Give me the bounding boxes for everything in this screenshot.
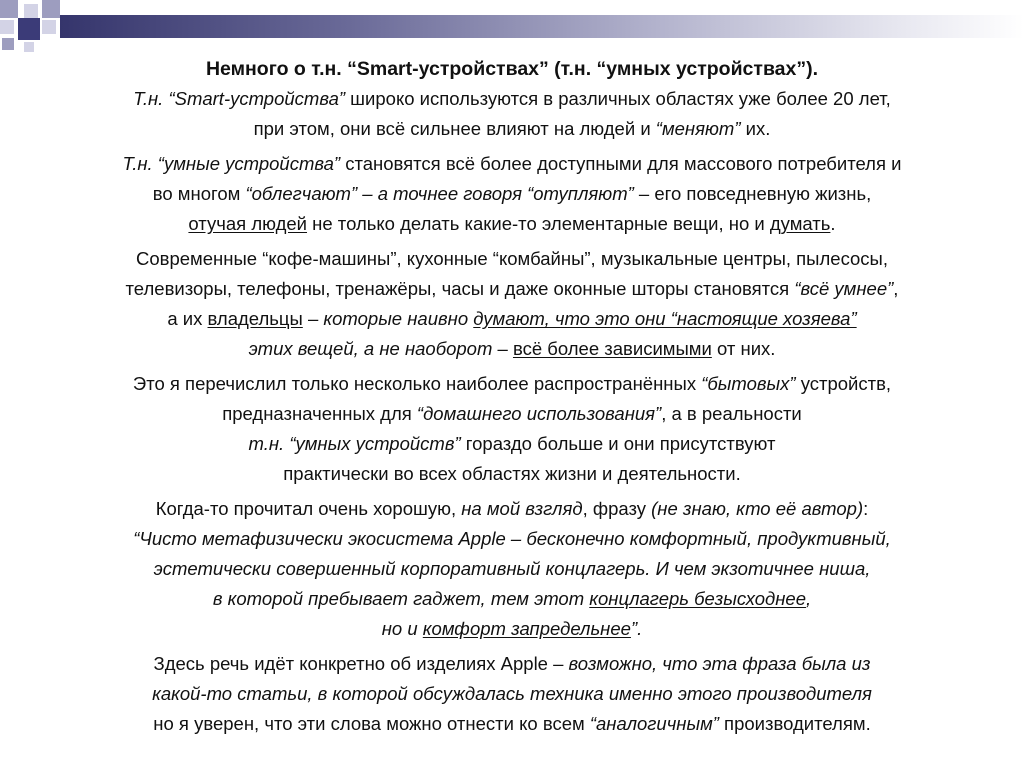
italic-text: в которой пребывает гаджет, тем этот (212, 588, 590, 609)
quote-line (20, 614, 1004, 644)
italic-text: на мой взгляд (461, 498, 583, 519)
text: , а в реальности (661, 403, 802, 424)
paragraph-1 (20, 84, 1004, 144)
text: – (302, 308, 324, 329)
paragraph-6 (20, 649, 1004, 739)
italic-text: т.н. “умных устройств” (248, 433, 461, 454)
italic-text: этих вещей, а не наоборот (248, 338, 493, 359)
text: – его повседневную жизнь, (633, 183, 872, 204)
italic-text: “всё умнее” (794, 278, 894, 299)
decor-square (18, 18, 40, 40)
text: . (830, 213, 836, 234)
text-line (20, 209, 1004, 239)
text-line (20, 369, 1004, 399)
text-line (20, 274, 1004, 304)
italic-text: “Чисто метафизически экосистема Apple – бесконечно комфортный, продуктивный, (133, 528, 891, 549)
text-line (20, 84, 1004, 114)
text-line: практически во всех областях жизни и деятельности. (283, 463, 741, 484)
text-line (20, 649, 1004, 679)
slide-title: Немного о т.н. “Smart-устройствах” (т.н. “умных устройствах”). (205, 58, 819, 80)
decor-square (0, 20, 14, 34)
italic-text (473, 308, 856, 329)
header-gradient-band (60, 15, 1024, 38)
decor-square (2, 38, 14, 50)
paragraph-2 (20, 149, 1004, 239)
text: становятся всё более доступными для массового потребителя и (340, 153, 902, 174)
quote-line (20, 554, 1004, 584)
italic-text: “бытовых” (701, 373, 796, 394)
quote-line (20, 584, 1004, 614)
text-line (20, 179, 1004, 209)
text: предназначенных для (222, 403, 417, 424)
italic-text: , (806, 588, 812, 609)
text-line (20, 494, 1004, 524)
decor-square (24, 42, 34, 52)
italic-text: Т.н. “Smart-устройства” (133, 88, 346, 109)
text-line (20, 304, 1004, 334)
italic-text: возможно, что эта фраза была из (568, 653, 871, 674)
text: широко используются в различных областях уже более 20 лет, (345, 88, 891, 109)
text: во многом (152, 183, 246, 204)
slide-content (20, 56, 1004, 744)
italic-text (589, 588, 806, 609)
text: но я уверен, что эти слова можно отнести ко всем (153, 713, 590, 734)
text: производителям. (718, 713, 871, 734)
decor-square (42, 20, 56, 34)
text: Здесь речь идёт конкретно об изделиях Apple – (153, 653, 569, 674)
decor-square (42, 0, 60, 18)
underlined-text: думают, что это они “настоящие хозяева” (473, 308, 857, 329)
text: а их (167, 308, 208, 329)
text-line (20, 334, 1004, 364)
decor-square (24, 4, 38, 18)
italic-text: (не знаю, кто её автор) (651, 498, 864, 519)
text-line: Современные “кофе-машины”, кухонные “комбайны”, музыкальные центры, пылесосы, (135, 248, 888, 269)
text: при этом, они всё сильнее влияют на людей и (253, 118, 656, 139)
underlined-text: владельцы (207, 308, 303, 329)
text-line (20, 679, 1004, 709)
decor-square (0, 0, 18, 18)
text: от них. (711, 338, 776, 359)
text: не только делать какие-то элементарные вещи, но и (307, 213, 770, 234)
text-line (20, 429, 1004, 459)
text: , фразу (582, 498, 652, 519)
paragraph-4 (20, 369, 1004, 489)
italic-text (423, 618, 631, 639)
underlined-text: концлагерь безысходнее (589, 588, 807, 609)
italic-text: “аналогичным” (589, 713, 719, 734)
text: гораздо больше и они присутствуют (460, 433, 776, 454)
text: Это я перечислил только несколько наиболее распространённых (132, 373, 702, 394)
text: телевизоры, телефоны, тренажёры, часы и даже оконные шторы становятся (125, 278, 795, 299)
text-line (20, 114, 1004, 144)
italic-text: Т.н. “умные устройства” (122, 153, 341, 174)
text-line (20, 399, 1004, 429)
underlined-text: комфорт запредельнее (422, 618, 631, 639)
italic-text: “облегчают” – а точнее говоря “отупляют” (245, 183, 634, 204)
text: , (893, 278, 899, 299)
italic-text: которые наивно (323, 308, 474, 329)
italic-text: эстетически совершенный корпоративный концлагерь. И чем экзотичнее ниша, (153, 558, 871, 579)
text-line (20, 709, 1004, 739)
paragraph-5 (20, 494, 1004, 644)
text: их. (740, 118, 771, 139)
italic-text: но и (381, 618, 423, 639)
text: : (863, 498, 869, 519)
italic-text: какой-то статьи, в которой обсуждалась техника именно этого производителя (152, 683, 872, 704)
text: Когда-то прочитал очень хорошую, (155, 498, 462, 519)
underlined-text: думать (769, 213, 831, 234)
text-line (20, 149, 1004, 179)
text: устройств, (795, 373, 892, 394)
underlined-text: отучая людей (188, 213, 308, 234)
italic-text: “меняют” (655, 118, 741, 139)
paragraph-3 (20, 244, 1004, 364)
header-decoration (0, 0, 1024, 50)
quote-line (20, 524, 1004, 554)
text: – (492, 338, 513, 359)
underlined-text: всё более зависимыми (512, 338, 712, 359)
italic-text: “домашнего использования” (416, 403, 662, 424)
italic-text: ”. (630, 618, 643, 639)
